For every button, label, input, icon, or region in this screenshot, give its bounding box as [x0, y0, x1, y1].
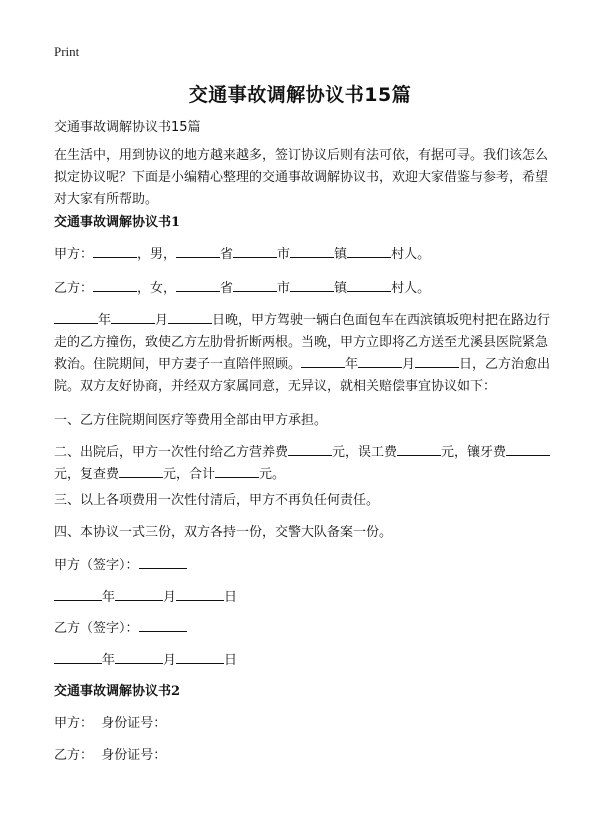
town-text: 镇 [334, 281, 348, 296]
blank-field [415, 354, 459, 368]
sign-b-line [54, 618, 552, 640]
town-text: 镇 [334, 247, 348, 262]
section-2-party-a: 甲方： 身份证号： [54, 716, 167, 731]
blank-field [506, 442, 550, 456]
year-text: 年 [102, 653, 116, 668]
incident-text: 日晚，甲方驾驶一辆白色面包车在西滨镇坂兜村把在路边行走的乙方撞伤，致使乙方左肋骨折断两根。当晚，甲方立即将乙方送至尤溪县医院紧急救治。住院期间，甲方妻子一直陪伴照顾。 [54, 313, 551, 372]
incident-paragraph [54, 310, 554, 398]
city-text: 市 [277, 281, 291, 296]
day-text: 日 [224, 590, 238, 605]
blank-field [176, 650, 224, 664]
blank-field [119, 464, 163, 478]
party-b-line [54, 278, 552, 300]
section-heading-2: 交通事故调解协议书2 [54, 684, 181, 699]
month-text: 月 [402, 357, 416, 372]
gender-text: ，女， [137, 281, 177, 296]
village-text: 村人。 [391, 247, 431, 262]
province-text: 省 [220, 281, 234, 296]
blank-field [288, 442, 332, 456]
blank-field [54, 587, 102, 601]
year-text: 年 [98, 313, 112, 328]
blank-field [358, 354, 402, 368]
blank-field [115, 587, 163, 601]
page-title: 交通事故调解协议书15篇 [188, 84, 412, 106]
blank-field [54, 310, 98, 324]
party-a-label: 甲方： [54, 247, 94, 262]
blank-field [176, 587, 224, 601]
blank-field [301, 354, 345, 368]
sign-a-label: 甲方（签字）： [54, 558, 139, 573]
clause-2-text: 元，复查费 [54, 467, 120, 482]
blank-field [139, 555, 187, 569]
blank-field [347, 278, 391, 292]
party-a-line [54, 244, 552, 266]
year-text: 年 [102, 590, 116, 605]
print-link[interactable]: Print [54, 44, 80, 59]
month-text: 月 [155, 313, 169, 328]
gender-text: ，男， [137, 247, 177, 262]
blank-field [139, 618, 187, 632]
blank-field [176, 244, 220, 258]
city-text: 市 [277, 247, 291, 262]
date-a-line [54, 587, 552, 609]
clause-2 [54, 442, 554, 486]
blank-field [290, 244, 334, 258]
section-2-party-b: 乙方： 身份证号： [54, 748, 167, 763]
blank-field [233, 244, 277, 258]
blank-field [215, 464, 259, 478]
month-text: 月 [163, 653, 177, 668]
subtitle: 交通事故调解协议书15篇 [54, 120, 201, 135]
sign-b-label: 乙方（签字）： [54, 621, 139, 636]
clause-2-text: 元，镶牙费 [441, 445, 507, 460]
clause-2-text: 二、出院后，甲方一次性付给乙方营养费 [54, 445, 289, 460]
blank-field [93, 244, 137, 258]
day-text: 日 [224, 653, 238, 668]
year-text: 年 [345, 357, 359, 372]
clause-2-text: 元，合计 [163, 467, 216, 482]
blank-field [176, 278, 220, 292]
blank-field [93, 278, 137, 292]
blank-field [115, 650, 163, 664]
blank-field [397, 442, 441, 456]
section-heading-1: 交通事故调解协议书1 [54, 215, 181, 230]
blank-field [233, 278, 277, 292]
village-text: 村人。 [391, 281, 431, 296]
incident-text: 日，乙方治愈出院。双方友好协商，并经双方家属同意，无异议，就相关赔偿事宜协议如下： [54, 357, 551, 394]
clause-1: 一、乙方住院期间医疗等费用全部由甲方承担。 [54, 413, 328, 428]
intro-paragraph: 在生活中，用到协议的地方越来越多，签订协议后则有法可依，有据可寻。我们该怎么拟定协议呢？下面是小编精心整理的交通事故调解协议书，欢迎大家借鉴与参考，希望对大家有所帮助。 [54, 148, 549, 207]
province-text: 省 [220, 247, 234, 262]
month-text: 月 [163, 590, 177, 605]
clause-3: 三、以上各项费用一次性付清后，甲方不再负任何责任。 [54, 493, 380, 508]
blank-field [290, 278, 334, 292]
blank-field [54, 650, 102, 664]
clause-4: 四、本协议一式三份，双方各持一份，交警大队备案一份。 [54, 525, 393, 540]
clause-2-text: 元，误工费 [332, 445, 398, 460]
blank-field [168, 310, 212, 324]
party-b-label: 乙方： [54, 281, 94, 296]
sign-a-line [54, 555, 552, 577]
blank-field [347, 244, 391, 258]
blank-field [111, 310, 155, 324]
date-b-line [54, 650, 552, 672]
clause-2-text: 元。 [259, 467, 286, 482]
